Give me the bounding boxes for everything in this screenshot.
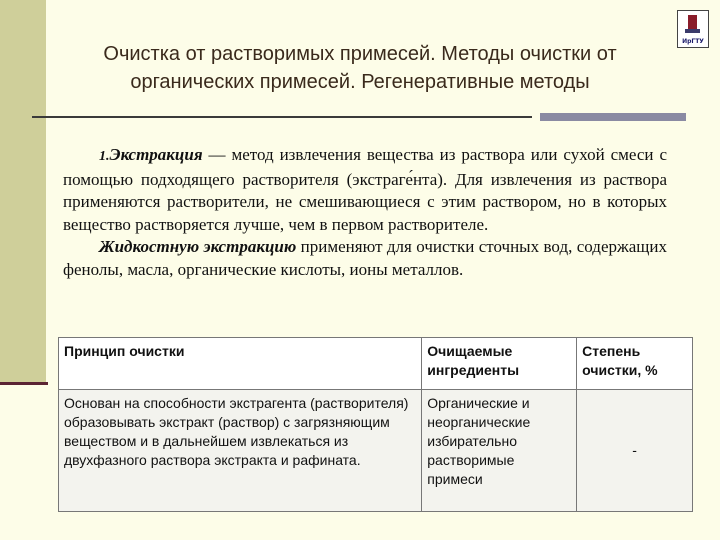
header-ingredients: Очищаемые ингредиенты bbox=[422, 338, 577, 390]
cell-degree: - bbox=[577, 390, 693, 512]
slide-title: Очистка от растворимых примесей. Методы очистки от органических примесей. Регенеративные методы bbox=[103, 43, 617, 93]
paragraph-extraction bbox=[63, 144, 667, 236]
paragraph-liquid-extraction-text: применяют для очистки сточных вод, содержащих фенолы, масла, органические кислоты, ионы металлов. bbox=[63, 237, 667, 279]
paragraph-number: 1. bbox=[99, 149, 110, 164]
cleaning-method-table bbox=[58, 337, 693, 512]
table-row bbox=[59, 390, 693, 512]
cell-principle: Основан на способности экстрагента (растворителя) образовывать экстракт (раствор) с загрязняющим веществом и в дальнейшем извлекаться из двухфазного раствора экстракта и рафината. bbox=[59, 390, 422, 512]
cell-ingredients: Органические и неорганические избирательно растворимые примеси bbox=[422, 390, 577, 512]
slide-body bbox=[63, 144, 667, 281]
term-liquid-extraction: Жидкостную экстракцию bbox=[99, 237, 297, 256]
header-principle: Принцип очистки bbox=[59, 338, 422, 390]
table-header-row bbox=[59, 338, 693, 390]
university-logo bbox=[677, 10, 709, 48]
paragraph-liquid-extraction bbox=[63, 236, 667, 281]
logo-tower-icon bbox=[688, 15, 697, 31]
title-divider bbox=[32, 116, 532, 118]
header-degree: Степень очистки, % bbox=[577, 338, 693, 390]
left-decor-line bbox=[0, 382, 48, 385]
paragraph-extraction-text: — метод извлечения вещества из раствора или сухой смеси с помощью подходящего растворителя (экстраге́нта). Для извлечения из раствора применяются растворители, не смешивающиеся с этим раствором, но в которых вещество растворяется лучше, чем в первом растворителе. bbox=[63, 145, 667, 234]
title-divider-accent bbox=[540, 113, 686, 121]
term-extraction: Экстракция bbox=[109, 145, 203, 164]
left-decor-bar bbox=[0, 0, 46, 382]
logo-text: ИрГТУ bbox=[682, 38, 704, 45]
